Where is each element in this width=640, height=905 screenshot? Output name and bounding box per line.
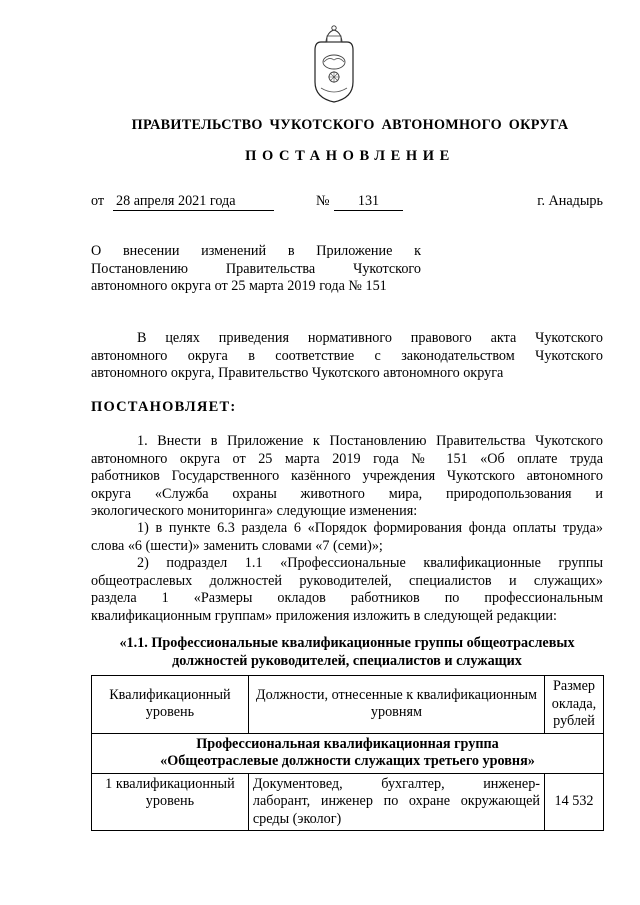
item-1-line: округа «Служба охраны животного мира, природопользования и [91,485,603,502]
row-level: 1 квалификационный уровень [92,773,249,831]
item-1-line: автономного округа от 25 марта 2019 года № 151 «Об оплате труда [91,450,603,467]
table-header-row [92,676,604,734]
subitem-2-line: общеотраслевых должностей руководителей, специалистов и служащих» [91,572,603,589]
preamble-paragraph [91,330,603,383]
subject-line: Постановлению Правительства Чукотского [91,260,421,277]
dateline [91,193,603,213]
coat-of-arms-emblem [311,22,357,104]
group-title-line: «Общеотраслевые должности служащих третьего уровня» [160,753,535,769]
subitem-2-line: квалификационным группам» приложения изложить в следующей редакции: [91,607,557,624]
section-heading-line: «1.1. Профессиональные квалификационные группы общеотраслевых [119,635,575,651]
number-sign: № [316,193,330,209]
positions-line: среды (эколог) [252,810,342,827]
document-date: 28 апреля 2021 года [113,193,274,211]
document-type-title: ПОСТАНОВЛЕНИЕ [245,148,455,164]
table-group-row [92,733,604,773]
preamble-line: автономного округа в соответствие с законодательством Чукотского [91,347,603,364]
header-positions: Должности, отнесенные к квалификационным уровням [248,676,544,734]
subject-line: автономного округа от 25 марта 2019 года № 151 [91,278,387,295]
header-salary: Размер оклада, рублей [545,676,604,734]
subitem-1-line: слова «6 (шести)» заменить словами «7 (семи)»; [91,537,383,554]
table-row [92,773,604,831]
salary-table [91,675,604,831]
subitem-2-paragraph [91,555,603,625]
preamble-line: автономного округа, Правительство Чукотского автономного округа [91,365,504,382]
item-1-line: экологического мониторинга» следующие изменения: [91,503,418,520]
positions-line: Документовед, бухгалтер, инженер- [252,775,541,792]
subitem-1-paragraph [91,520,603,555]
item-1-paragraph [91,433,603,521]
section-heading [91,634,603,670]
date-prefix: от [91,193,105,209]
document-city: г. Анадырь [537,193,603,209]
group-title-line: Профессиональная квалификационная группа [196,735,499,752]
subitem-1-line: 1) в пункте 6.3 раздела 6 «Порядок формирования фонда оплаты труда» [137,520,603,536]
subject-line: О внесении изменений в Приложение к [91,243,421,259]
document-subject [91,243,421,296]
row-positions [248,773,544,831]
group-title [92,733,604,773]
section-heading-line: должностей руководителей, специалистов и служащих [172,653,522,669]
subitem-2-line: 2) подраздел 1.1 «Профессиональные квалификационные группы [137,555,603,571]
positions-line: лаборант, инженер по охране окружающей [252,793,541,809]
document-number: 131 [334,193,403,211]
resolves-heading: ПОСТАНОВЛЯЕТ: [91,399,237,415]
header-level: Квалификационный уровень [92,676,249,734]
item-1-line: 1. Внести в Приложение к Постановлению Правительства Чукотского [137,433,603,449]
item-1-line: работников Государственного казённого учреждения Чукотского автономного [91,468,603,485]
row-salary: 14 532 [545,773,604,831]
preamble-line: В целях приведения нормативного правового акта Чукотского [137,330,603,346]
subitem-2-line: раздела 1 «Размеры окладов работников по профессиональным [91,590,603,607]
government-title: ПРАВИТЕЛЬСТВО ЧУКОТСКОГО АВТОНОМНОГО ОКРУГА [131,117,569,133]
